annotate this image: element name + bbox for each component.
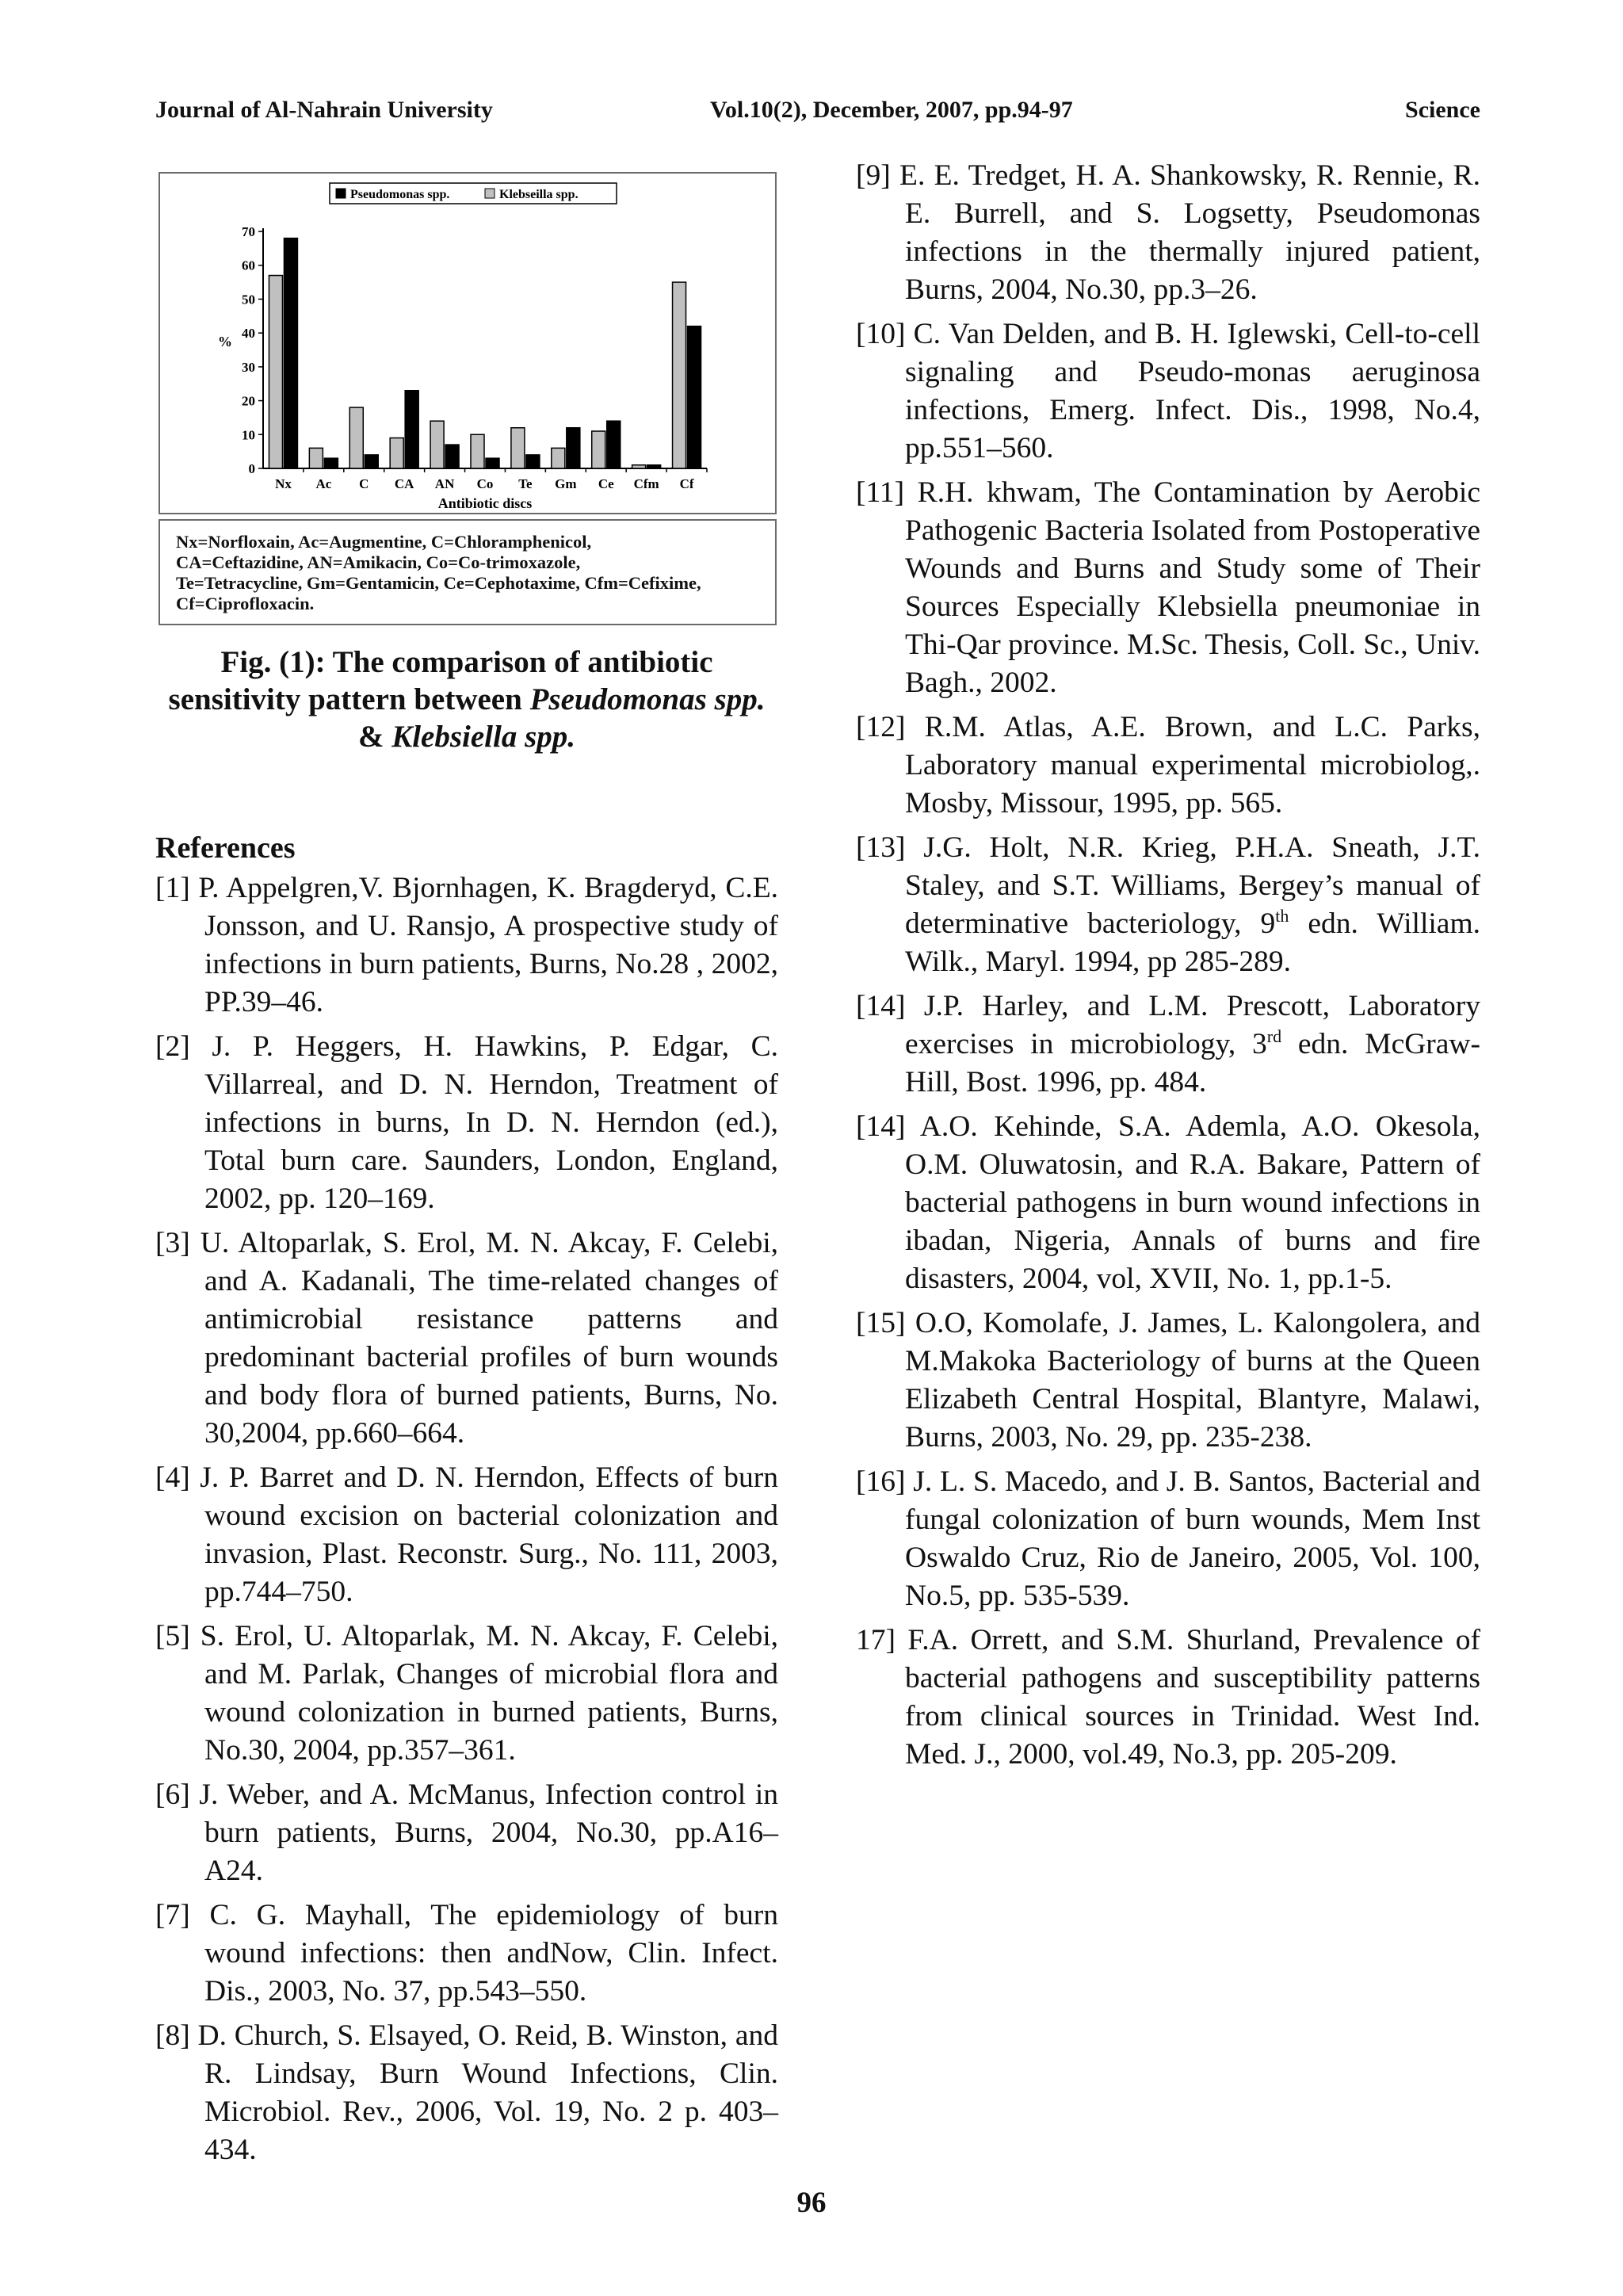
y-tick-label: 20 [242,393,255,409]
bar-pseudomonas-cfm [647,465,661,468]
y-tick-label: 10 [242,427,255,443]
x-tick-label: Gm [555,476,577,491]
reference-item: 17] F.A. Orrett, and S.M. Shurland, Prevalence of bacterial pathogens and susceptibility patterns from clinical sources in Trinidad. West Ind. Med. J., 2000, vol.49, No.3, pp. 205-209. [856,1624,1480,1771]
abbreviation-line: CA=Ceftazidine, AN=Amikacin, Co=Co-trimoxazole, [176,552,581,572]
reference-item: [13] J.G. Holt, N.R. Krieg, P.H.A. Sneath, J.T. Staley, and S.T. Williams, Bergey’s manual of determinative bacteriology, 9th edn. William. Wilk., Maryl. 1994, pp 285-289. [856,831,1480,978]
y-tick-label: 0 [248,461,255,476]
bar-klebsiella-an [430,421,444,468]
reference-item: [3] U. Altoparlak, S. Erol, M. N. Akcay, F. Celebi, and A. Kadanali, The time-related changes of antimicrobial resistance patterns and predominant bacterial profiles of burn wounds and body flora of burned patients, Burns, No. 30,2004, pp.660–664. [155,1227,778,1450]
bar-klebsiella-cfm [632,465,646,468]
y-tick-label: 40 [242,326,255,342]
bar-pseudomonas-gm [567,428,580,468]
reference-item: [9] E. E. Tredget, H. A. Shankowsky, R. Rennie, R. E. Burrell, and S. Logsetty, Pseudomonas infections in the thermally injured patient, Burns, 2004, No.30, pp.3–26. [856,159,1480,306]
x-tick-label: Ce [598,476,614,491]
legend-label-klebsiella: Klebseilla spp. [499,188,579,201]
reference-item: [16] J. L. S. Macedo, and J. B. Santos, Bacterial and fungal colonization of burn wounds, Mem Inst Oswaldo Cruz, Rio de Janeiro, 2005, Vol. 100, No.5, pp. 535-539. [856,1465,1480,1612]
abbreviations-text [176,532,775,614]
x-tick-label: Ac [315,476,332,491]
x-tick-label: Cf [679,476,694,491]
bar-chart [160,174,775,513]
reference-item: [6] J. Weber, and A. McManus, Infection control in burn patients, Burns, 2004, No.30, pp.A16–A24. [155,1778,778,1887]
x-tick-label: AN [434,476,455,491]
x-tick-label: CA [394,476,414,491]
reference-item: [11] R.H. khwam, The Contamination by Aerobic Pathogenic Bacteria Isolated from Postoperative Wounds and Burns and Study some of Their Sources Especially Klebsiella pneumoniae in Thi-Qar province. M.Sc. Thesis, Coll. Sc., Univ. Bagh., 2002. [856,476,1480,699]
bar-klebsiella-nx [269,276,282,468]
caption-genus-1: Pseudomonas spp. [529,682,766,716]
bar-klebsiella-te [511,428,525,468]
bar-pseudomonas-an [445,445,459,468]
volume-info: Vol.10(2), December, 2007, pp.94-97 [710,97,1073,123]
references-list-left [155,869,778,2176]
y-tick-label: 70 [242,224,255,239]
reference-item: [12] R.M. Atlas, A.E. Brown, and L.C. Parks, Laboratory manual experimental microbiolog,. Mosby, Missour, 1995, pp. 565. [856,711,1480,819]
bar-klebsiella-ce [592,431,605,468]
reference-item: [14] A.O. Kehinde, S.A. Ademla, A.O. Okesola, O.M. Oluwatosin, and R.A. Bakare, Pattern of bacterial pathogens in burn wound infections in ibadan, Nigeria, Annals of burns and fire disasters, 2004, vol, XVII, No. 1, pp.1-5. [856,1110,1480,1295]
caption-joiner: & [357,720,392,754]
bar-klebsiella-ca [390,438,403,468]
x-tick-label: Te [518,476,533,491]
bar-pseudomonas-co [486,458,499,468]
bar-klebsiella-co [471,434,484,468]
bar-klebsiella-gm [552,448,565,468]
caption-text: Fig. (1): The comparison of antibiotic sensitivity pattern between [168,645,713,716]
abbreviation-line: Cf=Ciprofloxacin. [176,594,315,613]
bar-klebsiella-cf [673,282,686,468]
abbreviation-line: Nx=Norfloxain, Ac=Augmentine, C=Chloramphenicol, [176,532,592,552]
legend-swatch-pseudomonas [336,189,346,198]
reference-item: [14] J.P. Harley, and L.M. Prescott, Laboratory exercises in microbiology, 3rd edn. McGraw-Hill, Bost. 1996, pp. 484. [856,990,1480,1098]
figure-caption [155,644,778,755]
x-tick-label: Co [476,476,494,491]
reference-item: [2] J. P. Heggers, H. Hawkins, P. Edgar, C. Villarreal, and D. N. Herndon, Treatment of infections in burns, In D. N. Herndon (ed.), Total burn care. Saunders, London, England, 2002, pp. 120–169. [155,1030,778,1215]
abbreviation-line: Te=Tetracycline, Gm=Gentamicin, Ce=Cephotaxime, Cfm=Cefixime, [176,573,701,593]
x-tick-label: Nx [275,476,292,491]
x-axis-label: Antibiotic discs [437,495,533,511]
reference-item: [4] J. P. Barret and D. N. Herndon, Effects of burn wound excision on bacterial colonization and invasion, Plast. Reconstr. Surg., No. 111, 2003, pp.744–750. [155,1461,778,1608]
page-number: 96 [796,2187,827,2219]
references-list-right [856,157,1480,1780]
caption-genus-2: Klebsiella spp. [391,720,576,754]
bar-klebsiella-ac [309,448,323,468]
x-tick-label: C [359,476,369,491]
bar-pseudomonas-cf [688,327,701,468]
section-name: Science [1405,97,1480,123]
abbreviations-box [158,519,777,625]
bar-pseudomonas-ca [405,391,418,468]
legend-swatch-klebsiella [485,189,495,198]
reference-item: [1] P. Appelgren,V. Bjornhagen, K. Bragderyd, C.E. Jonsson, and U. Ransjo, A prospective study of infections in burn patients, Burns, No.28 , 2002, PP.39–46. [155,872,778,1018]
bar-pseudomonas-nx [284,239,297,468]
bar-pseudomonas-ce [607,421,621,468]
legend-label-pseudomonas: Pseudomonas spp. [350,188,450,201]
reference-item: [15] O.O, Komolafe, J. James, L. Kalongolera, and M.Makoka Bacteriology of burns at the Queen Elizabeth Central Hospital, Blantyre, Malawi, Burns, 2003, No. 29, pp. 235-238. [856,1307,1480,1454]
reference-item: [10] C. Van Delden, and B. H. Iglewski, Cell-to-cell signaling and Pseudo-monas aeruginosa infections, Emerg. Infect. Dis., 1998, No.4, pp.551–560. [856,318,1480,464]
bar-pseudomonas-te [526,455,540,468]
y-axis-label: % [218,334,232,350]
bar-pseudomonas-ac [324,458,338,468]
journal-name: Journal of Al-Nahrain University [155,97,493,123]
running-header [155,97,1480,132]
y-tick-label: 50 [242,292,255,308]
references-heading: References [155,831,296,865]
y-tick-label: 30 [242,359,255,375]
reference-item: [8] D. Church, S. Elsayed, O. Reid, B. Winston, and R. Lindsay, Burn Wound Infections, Clin. Microbiol. Rev., 2006, Vol. 19, No. 2 p. 403–434. [155,2019,778,2166]
y-tick-label: 60 [242,258,255,273]
reference-item: [5] S. Erol, U. Altoparlak, M. N. Akcay, F. Celebi, and M. Parlak, Changes of microbial flora and wound colonization in burned patients, Burns, No.30, 2004, pp.357–361. [155,1620,778,1767]
bar-pseudomonas-c [365,455,378,468]
x-tick-label: Cfm [633,476,659,491]
bar-klebsiella-c [349,407,363,468]
figure-chart-frame [158,172,777,514]
reference-item: [7] C. G. Mayhall, The epidemiology of burn wound infections: then andNow, Clin. Infect. Dis., 2003, No. 37, pp.543–550. [155,1899,778,2008]
